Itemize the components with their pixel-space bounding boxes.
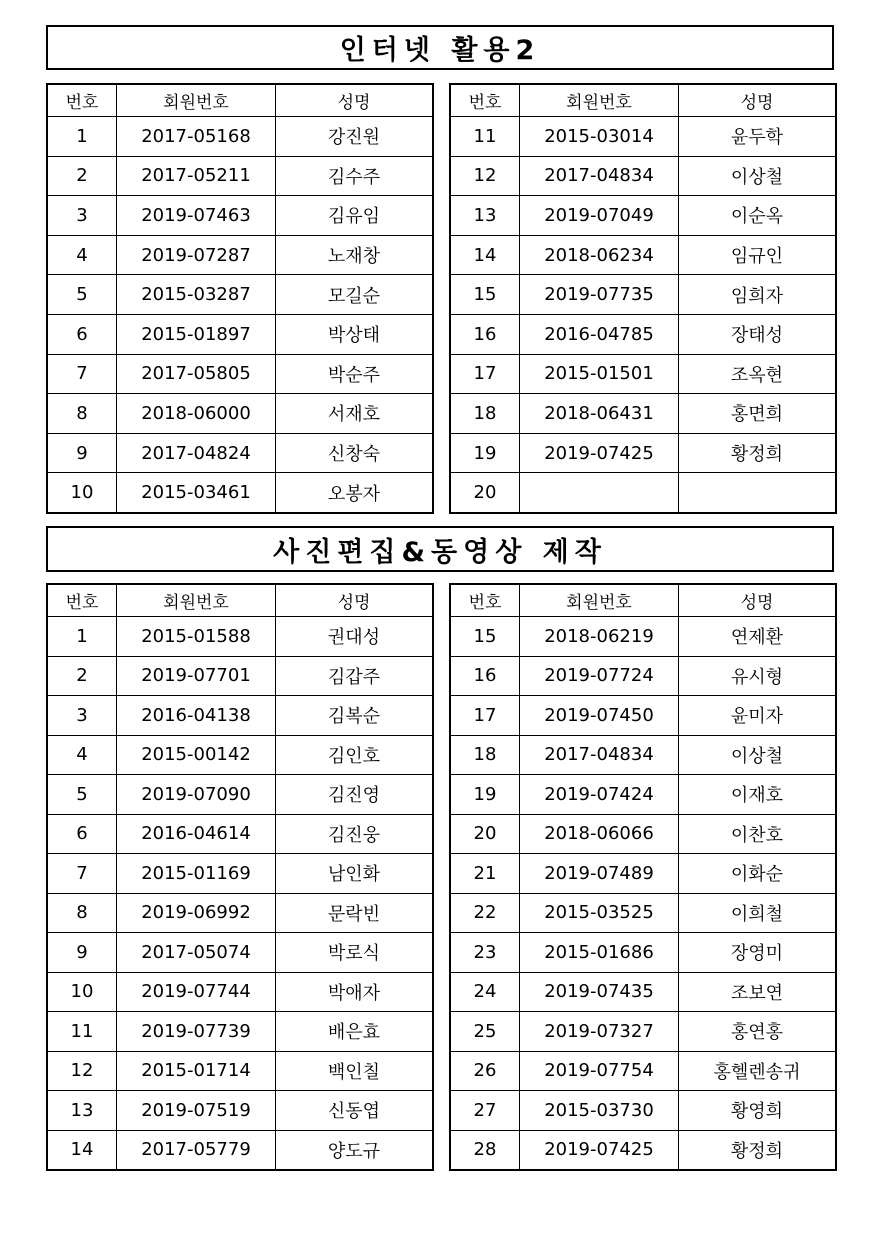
cell-name: 서재호 bbox=[276, 394, 434, 434]
header-member-id: 회원번호 bbox=[117, 84, 276, 117]
cell-number: 15 bbox=[450, 617, 520, 657]
cell-name: 조옥현 bbox=[679, 354, 837, 394]
cell-number: 9 bbox=[47, 433, 117, 473]
table-row bbox=[450, 1130, 836, 1170]
cell-member-id bbox=[520, 473, 679, 513]
cell-name: 김진영 bbox=[276, 775, 434, 815]
table-row bbox=[47, 656, 433, 696]
cell-name: 이희철 bbox=[679, 893, 837, 933]
cell-member-id: 2019-06992 bbox=[117, 893, 276, 933]
cell-name: 황영희 bbox=[679, 1091, 837, 1131]
cell-member-id: 2017-04834 bbox=[520, 156, 679, 196]
cell-member-id: 2019-07287 bbox=[117, 235, 276, 275]
table-row bbox=[450, 196, 836, 236]
table-row bbox=[47, 1012, 433, 1052]
cell-number: 8 bbox=[47, 394, 117, 434]
cell-name: 박상태 bbox=[276, 314, 434, 354]
cell-name: 김복순 bbox=[276, 696, 434, 736]
cell-name: 권대성 bbox=[276, 617, 434, 657]
cell-member-id: 2019-07739 bbox=[117, 1012, 276, 1052]
cell-member-id: 2017-05168 bbox=[117, 117, 276, 157]
cell-number: 5 bbox=[47, 775, 117, 815]
cell-number: 9 bbox=[47, 933, 117, 973]
table-row bbox=[47, 814, 433, 854]
table-row bbox=[47, 473, 433, 513]
cell-name: 모길순 bbox=[276, 275, 434, 315]
cell-name: 김인호 bbox=[276, 735, 434, 775]
header-member-id: 회원번호 bbox=[117, 584, 276, 617]
cell-number: 14 bbox=[47, 1130, 117, 1170]
header-name: 성명 bbox=[679, 584, 837, 617]
cell-number: 5 bbox=[47, 275, 117, 315]
table-row bbox=[47, 235, 433, 275]
table-row bbox=[47, 1130, 433, 1170]
cell-member-id: 2019-07754 bbox=[520, 1051, 679, 1091]
cell-name: 윤두학 bbox=[679, 117, 837, 157]
table-row bbox=[47, 933, 433, 973]
cell-member-id: 2017-04834 bbox=[520, 735, 679, 775]
cell-number: 3 bbox=[47, 196, 117, 236]
table-row bbox=[47, 735, 433, 775]
cell-name: 임희자 bbox=[679, 275, 837, 315]
cell-number: 17 bbox=[450, 696, 520, 736]
cell-member-id: 2017-04824 bbox=[117, 433, 276, 473]
table-row bbox=[450, 972, 836, 1012]
table-row bbox=[450, 814, 836, 854]
cell-name: 장영미 bbox=[679, 933, 837, 973]
cell-member-id: 2019-07450 bbox=[520, 696, 679, 736]
table-row bbox=[47, 617, 433, 657]
cell-member-id: 2019-07049 bbox=[520, 196, 679, 236]
table-row bbox=[450, 775, 836, 815]
table-row bbox=[47, 775, 433, 815]
cell-name: 양도규 bbox=[276, 1130, 434, 1170]
cell-number: 11 bbox=[47, 1012, 117, 1052]
table-row bbox=[47, 893, 433, 933]
cell-member-id: 2015-01501 bbox=[520, 354, 679, 394]
cell-name: 이순옥 bbox=[679, 196, 837, 236]
cell-member-id: 2015-03014 bbox=[520, 117, 679, 157]
cell-number: 26 bbox=[450, 1051, 520, 1091]
cell-member-id: 2018-06219 bbox=[520, 617, 679, 657]
cell-number: 13 bbox=[47, 1091, 117, 1131]
cell-name: 황정희 bbox=[679, 433, 837, 473]
header-row bbox=[450, 84, 836, 117]
cell-name: 배은효 bbox=[276, 1012, 434, 1052]
table-row bbox=[450, 156, 836, 196]
table-row bbox=[47, 196, 433, 236]
cell-name: 박로식 bbox=[276, 933, 434, 973]
cell-number: 15 bbox=[450, 275, 520, 315]
cell-number: 19 bbox=[450, 433, 520, 473]
cell-number: 20 bbox=[450, 814, 520, 854]
cell-name: 조보연 bbox=[679, 972, 837, 1012]
header-name: 성명 bbox=[276, 584, 434, 617]
cell-name: 임규인 bbox=[679, 235, 837, 275]
cell-member-id: 2019-07425 bbox=[520, 433, 679, 473]
table-row bbox=[47, 1051, 433, 1091]
cell-member-id: 2015-03525 bbox=[520, 893, 679, 933]
cell-number: 1 bbox=[47, 617, 117, 657]
cell-name: 박애자 bbox=[276, 972, 434, 1012]
table-row bbox=[47, 314, 433, 354]
cell-number: 4 bbox=[47, 235, 117, 275]
table-row bbox=[450, 275, 836, 315]
table-row bbox=[47, 1091, 433, 1131]
header-row bbox=[47, 584, 433, 617]
header-number: 번호 bbox=[47, 84, 117, 117]
table-row bbox=[47, 972, 433, 1012]
cell-member-id: 2019-07744 bbox=[117, 972, 276, 1012]
cell-number: 21 bbox=[450, 854, 520, 894]
cell-name: 이찬호 bbox=[679, 814, 837, 854]
header-row bbox=[450, 584, 836, 617]
header-name: 성명 bbox=[276, 84, 434, 117]
table-row bbox=[450, 314, 836, 354]
table-row bbox=[450, 735, 836, 775]
cell-name: 황정희 bbox=[679, 1130, 837, 1170]
cell-name: 이재호 bbox=[679, 775, 837, 815]
table-row bbox=[47, 156, 433, 196]
cell-name: 연제환 bbox=[679, 617, 837, 657]
cell-number: 10 bbox=[47, 473, 117, 513]
cell-number: 10 bbox=[47, 972, 117, 1012]
cell-name: 홍면희 bbox=[679, 394, 837, 434]
cell-number: 1 bbox=[47, 117, 117, 157]
cell-member-id: 2019-07489 bbox=[520, 854, 679, 894]
table-row bbox=[450, 933, 836, 973]
table-row bbox=[450, 656, 836, 696]
table-row bbox=[450, 893, 836, 933]
cell-member-id: 2019-07724 bbox=[520, 656, 679, 696]
cell-member-id: 2019-07735 bbox=[520, 275, 679, 315]
cell-name: 김갑주 bbox=[276, 656, 434, 696]
cell-number: 16 bbox=[450, 314, 520, 354]
cell-name: 이상철 bbox=[679, 156, 837, 196]
table-row bbox=[47, 275, 433, 315]
cell-name: 홍연홍 bbox=[679, 1012, 837, 1052]
header-number: 번호 bbox=[47, 584, 117, 617]
cell-member-id: 2018-06066 bbox=[520, 814, 679, 854]
table-row bbox=[47, 394, 433, 434]
cell-member-id: 2015-01897 bbox=[117, 314, 276, 354]
cell-number: 7 bbox=[47, 854, 117, 894]
cell-name: 노재창 bbox=[276, 235, 434, 275]
table-row bbox=[450, 854, 836, 894]
cell-number: 6 bbox=[47, 814, 117, 854]
cell-name: 윤미자 bbox=[679, 696, 837, 736]
cell-member-id: 2017-05805 bbox=[117, 354, 276, 394]
cell-name: 신동엽 bbox=[276, 1091, 434, 1131]
cell-number: 12 bbox=[47, 1051, 117, 1091]
cell-number: 18 bbox=[450, 735, 520, 775]
cell-member-id: 2015-01169 bbox=[117, 854, 276, 894]
cell-member-id: 2017-05779 bbox=[117, 1130, 276, 1170]
cell-number: 23 bbox=[450, 933, 520, 973]
cell-member-id: 2018-06000 bbox=[117, 394, 276, 434]
table-row bbox=[450, 354, 836, 394]
cell-number: 14 bbox=[450, 235, 520, 275]
header-row bbox=[47, 84, 433, 117]
table-row bbox=[450, 1051, 836, 1091]
section2-left-table bbox=[46, 583, 434, 1171]
cell-member-id: 2019-07327 bbox=[520, 1012, 679, 1052]
section1-left-table bbox=[46, 83, 434, 514]
cell-number: 27 bbox=[450, 1091, 520, 1131]
cell-member-id: 2017-05074 bbox=[117, 933, 276, 973]
cell-number: 13 bbox=[450, 196, 520, 236]
cell-number: 6 bbox=[47, 314, 117, 354]
cell-number: 24 bbox=[450, 972, 520, 1012]
table-row bbox=[47, 117, 433, 157]
cell-member-id: 2016-04785 bbox=[520, 314, 679, 354]
section2-title: 사진편집&동영상 제작 bbox=[46, 526, 834, 572]
section1-right-table bbox=[449, 83, 837, 514]
section1-title: 인터넷 활용2 bbox=[46, 25, 834, 70]
table-row bbox=[450, 117, 836, 157]
cell-name: 장태성 bbox=[679, 314, 837, 354]
table-row bbox=[450, 473, 836, 513]
cell-member-id: 2015-03287 bbox=[117, 275, 276, 315]
cell-name: 홍헬렌송귀 bbox=[679, 1051, 837, 1091]
cell-name: 김진웅 bbox=[276, 814, 434, 854]
table-row bbox=[47, 854, 433, 894]
cell-name: 남인화 bbox=[276, 854, 434, 894]
cell-number: 11 bbox=[450, 117, 520, 157]
table-row bbox=[450, 433, 836, 473]
cell-number: 4 bbox=[47, 735, 117, 775]
table-row bbox=[450, 696, 836, 736]
cell-number: 2 bbox=[47, 156, 117, 196]
cell-name bbox=[679, 473, 837, 513]
table-row bbox=[450, 1012, 836, 1052]
cell-name: 강진원 bbox=[276, 117, 434, 157]
cell-number: 22 bbox=[450, 893, 520, 933]
cell-member-id: 2016-04614 bbox=[117, 814, 276, 854]
cell-member-id: 2019-07435 bbox=[520, 972, 679, 1012]
cell-name: 김수주 bbox=[276, 156, 434, 196]
cell-member-id: 2019-07090 bbox=[117, 775, 276, 815]
header-member-id: 회원번호 bbox=[520, 84, 679, 117]
cell-member-id: 2016-04138 bbox=[117, 696, 276, 736]
cell-number: 19 bbox=[450, 775, 520, 815]
cell-member-id: 2015-01714 bbox=[117, 1051, 276, 1091]
cell-number: 28 bbox=[450, 1130, 520, 1170]
cell-member-id: 2015-00142 bbox=[117, 735, 276, 775]
header-name: 성명 bbox=[679, 84, 837, 117]
cell-number: 25 bbox=[450, 1012, 520, 1052]
cell-name: 이상철 bbox=[679, 735, 837, 775]
header-number: 번호 bbox=[450, 84, 520, 117]
cell-number: 12 bbox=[450, 156, 520, 196]
table-row bbox=[47, 354, 433, 394]
cell-name: 박순주 bbox=[276, 354, 434, 394]
cell-number: 17 bbox=[450, 354, 520, 394]
cell-member-id: 2018-06234 bbox=[520, 235, 679, 275]
cell-number: 2 bbox=[47, 656, 117, 696]
header-member-id: 회원번호 bbox=[520, 584, 679, 617]
cell-name: 신창숙 bbox=[276, 433, 434, 473]
table-row bbox=[47, 696, 433, 736]
section2-right-table bbox=[449, 583, 837, 1171]
cell-name: 이화순 bbox=[679, 854, 837, 894]
cell-member-id: 2015-01588 bbox=[117, 617, 276, 657]
cell-name: 김유임 bbox=[276, 196, 434, 236]
table-row bbox=[450, 235, 836, 275]
cell-member-id: 2015-01686 bbox=[520, 933, 679, 973]
cell-number: 16 bbox=[450, 656, 520, 696]
cell-member-id: 2019-07701 bbox=[117, 656, 276, 696]
cell-member-id: 2017-05211 bbox=[117, 156, 276, 196]
cell-number: 8 bbox=[47, 893, 117, 933]
cell-number: 3 bbox=[47, 696, 117, 736]
cell-number: 20 bbox=[450, 473, 520, 513]
cell-member-id: 2019-07425 bbox=[520, 1130, 679, 1170]
cell-member-id: 2019-07519 bbox=[117, 1091, 276, 1131]
table-row bbox=[47, 433, 433, 473]
cell-member-id: 2015-03461 bbox=[117, 473, 276, 513]
cell-name: 문락빈 bbox=[276, 893, 434, 933]
cell-member-id: 2019-07463 bbox=[117, 196, 276, 236]
header-number: 번호 bbox=[450, 584, 520, 617]
cell-member-id: 2018-06431 bbox=[520, 394, 679, 434]
cell-member-id: 2015-03730 bbox=[520, 1091, 679, 1131]
table-row bbox=[450, 617, 836, 657]
cell-member-id: 2019-07424 bbox=[520, 775, 679, 815]
cell-name: 유시형 bbox=[679, 656, 837, 696]
cell-number: 7 bbox=[47, 354, 117, 394]
cell-number: 18 bbox=[450, 394, 520, 434]
cell-name: 백인칠 bbox=[276, 1051, 434, 1091]
table-row bbox=[450, 394, 836, 434]
cell-name: 오봉자 bbox=[276, 473, 434, 513]
table-row bbox=[450, 1091, 836, 1131]
